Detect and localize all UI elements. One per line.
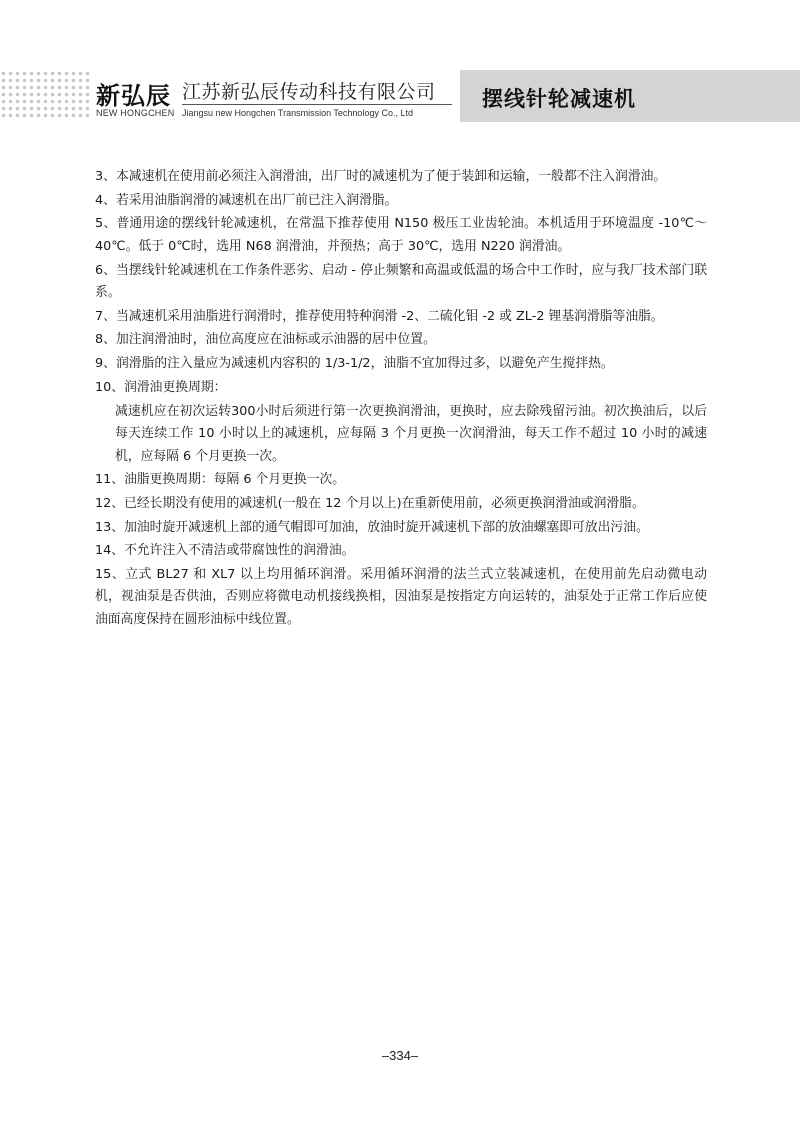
paragraph-item-3: 3、本减速机在使用前必须注入润滑油，出厂时的减速机为了便于装卸和运输，一般都不注入润滑油。 — [95, 169, 667, 184]
paragraph-item-10: 10、润滑油更换周期： — [95, 379, 227, 395]
paragraph-item-5: 5、普通用途的摆线针轮减速机，在常温下推荐使用 N150 极压工业齿轮油。本机适用于环境温度 -10℃～40℃。低于 0℃时，选用 N68 润滑油，并预热；高于 30℃，选用 N220 润滑油。 — [95, 216, 707, 254]
page-number: –334– — [381, 1048, 419, 1063]
paragraph-item-12: 12、已经长期没有使用的减速机(一般在 12 个月以上)在重新使用前，必须更换润滑油或润滑脂。 — [95, 495, 645, 511]
section-title-box — [460, 70, 800, 122]
dot-pattern-decoration — [0, 70, 92, 120]
section-title: 摆线针轮减速机 — [482, 87, 636, 111]
brand-logo-english: NEW HONGCHEN — [96, 108, 175, 118]
paragraph-item-15: 15、立式 BL27 和 XL7 以上均用循环润滑。采用循环润滑的法兰式立装减速机，在使用前先启动微电动机，视油泵是否供油，否则应将微电动机接线换相，因油泵是按指定方向运转的，油泵处于正常工作后应使油面高度保持在圆形油标中线位置。 — [95, 566, 707, 627]
page-header — [0, 66, 800, 130]
paragraph-item-7: 7、当减速机采用油脂进行润滑时，推荐使用特种润滑 -2、二硫化钼 -2 或 ZL-2 锂基润滑脂等油脂。 — [95, 308, 664, 324]
paragraph-item-14: 14、不允许注入不清洁或带腐蚀性的润滑油。 — [95, 543, 355, 559]
header-divider — [182, 104, 452, 105]
paragraph-item-11: 11、油脂更换周期：每隔 6 个月更换一次。 — [95, 472, 346, 488]
paragraph-item-9: 9、润滑脂的注入量应为减速机内容积的 1/3-1/2，油脂不宜加得过多，以避免产生搅拌热。 — [95, 356, 614, 372]
company-name-chinese: 江苏新弘辰传动科技有限公司 — [182, 81, 436, 103]
paragraph-item-10-detail: 减速机应在初次运转300小时后须进行第一次更换润滑油，更换时，应去除残留污油。初次换油后，以后每天连续工作 10 小时以上的减速机，应每隔 3 个月更换一次润滑油，每天工作不超过 10 小时的减速机，应每隔 6 个月更换一次。 — [115, 403, 707, 464]
company-name-english: Jiangsu new Hongchen Transmission Technology Co., Ltd — [182, 108, 413, 118]
paragraph-item-6: 6、当摆线针轮减速机在工作条件恶劣、启动 - 停止频繁和高温或低温的场合中工作时，应与我厂技术部门联系。 — [95, 262, 707, 301]
brand-logo: 新弘辰 — [96, 81, 171, 110]
paragraph-item-13: 13、加油时旋开减速机上部的通气帽即可加油，放油时旋开减速机下部的放油螺塞即可放出污油。 — [95, 519, 649, 535]
paragraph-item-8: 8、加注润滑油时，油位高度应在油标或示油器的居中位置。 — [95, 332, 436, 348]
paragraph-item-4: 4、若采用油脂润滑的减速机在出厂前已注入润滑脂。 — [95, 192, 398, 208]
document-body — [95, 166, 707, 633]
